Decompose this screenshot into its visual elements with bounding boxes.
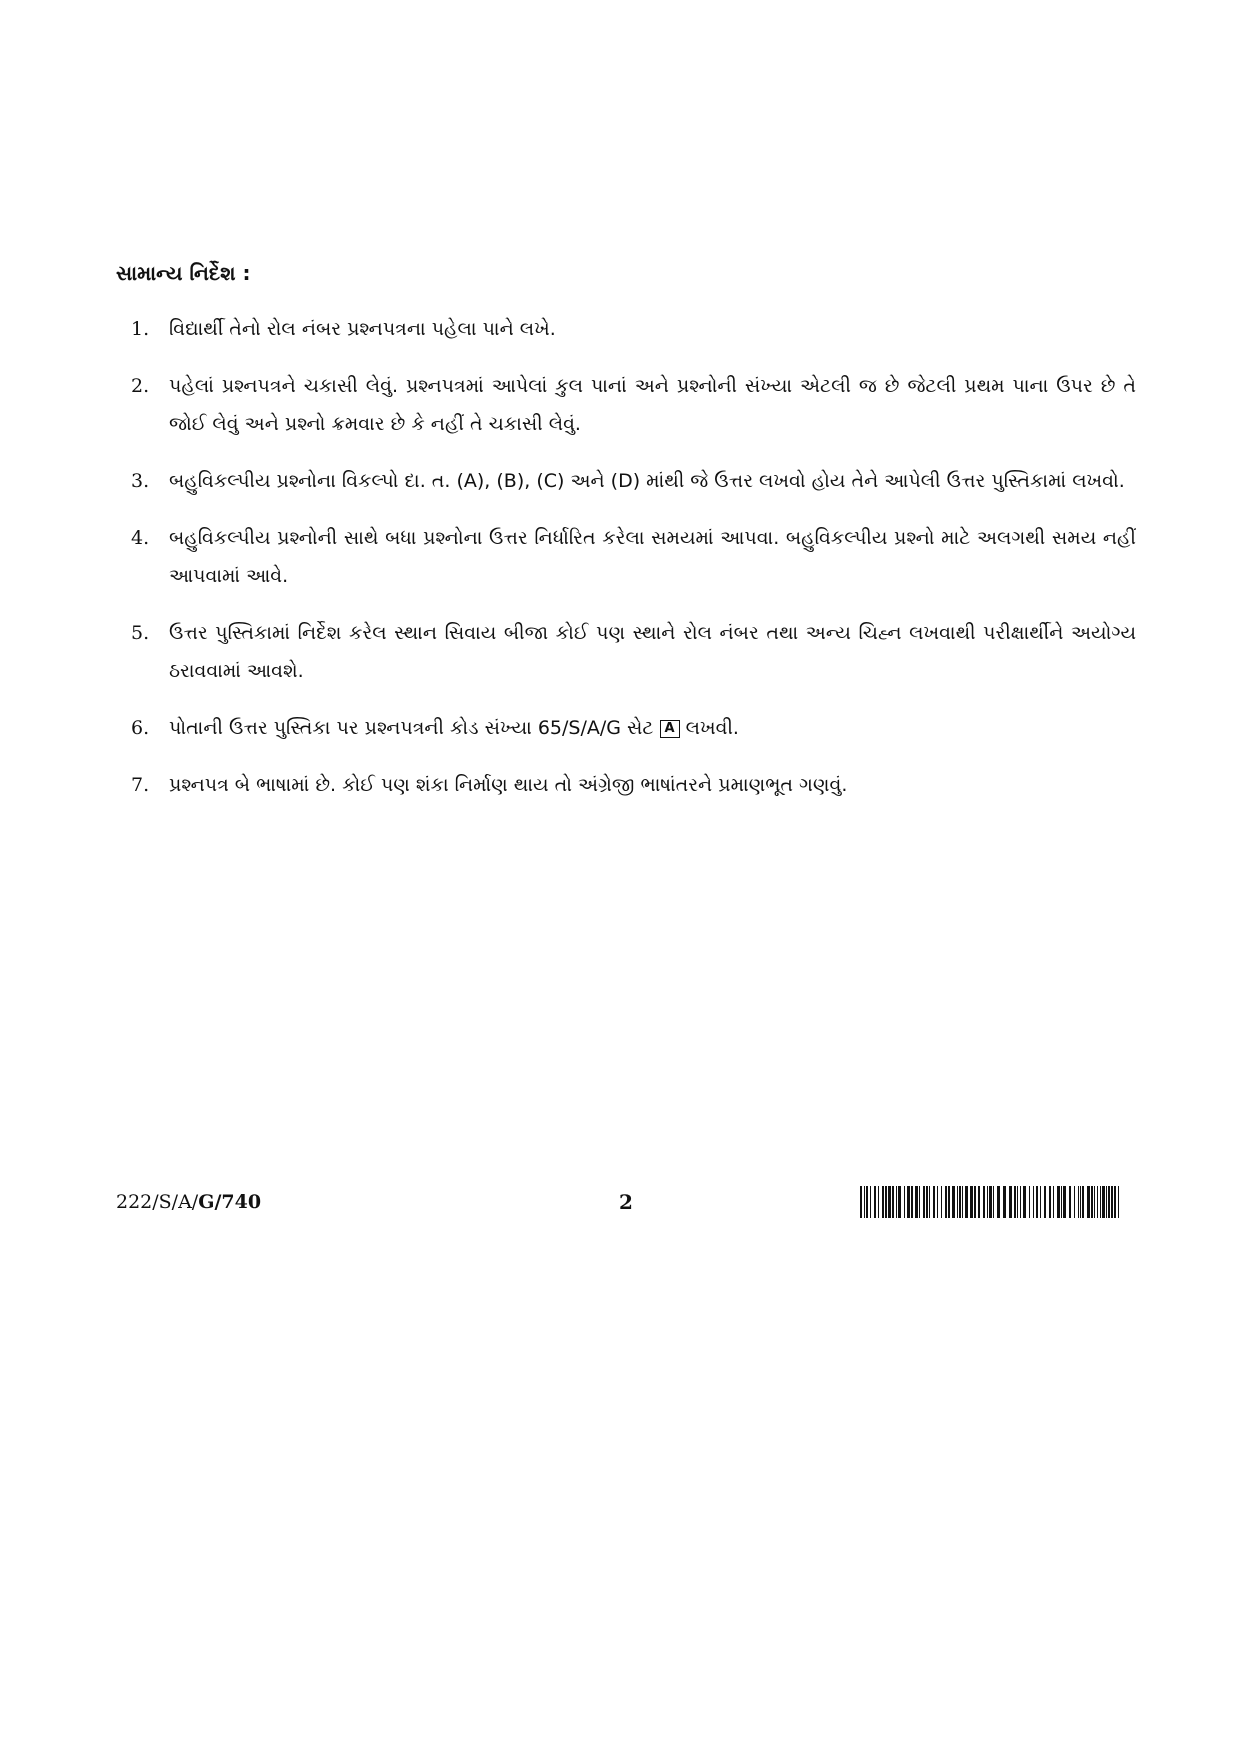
barcode-bar <box>1044 1186 1046 1218</box>
barcode-bar <box>929 1186 930 1218</box>
barcode-bar <box>974 1186 976 1218</box>
barcode-bar <box>1040 1186 1041 1218</box>
barcode-bar <box>933 1186 935 1218</box>
paper-code-prefix: 222/S/A/ <box>116 1191 199 1213</box>
barcode-bar <box>896 1186 897 1218</box>
barcode-bar <box>1063 1186 1066 1218</box>
barcode-bar <box>919 1186 920 1218</box>
barcode-bar <box>1114 1186 1116 1218</box>
paper-code-bold: G/740 <box>198 1191 262 1213</box>
instruction-text: બહુવિકલ્પીય પ્રશ્નોની સાથે બધા પ્રશ્નોના ઉત્તર નિર્ધારિત કરેલા સમયમાં આપવા. બહુવિકલ્પીય પ્રશ્નો માટે અલગથી સમય નહીં આપવામાં આવે. <box>169 527 1136 587</box>
barcode-bar <box>882 1186 884 1218</box>
barcode-bar <box>1023 1186 1026 1218</box>
barcode-bar <box>1033 1186 1034 1218</box>
barcode-bar <box>1087 1186 1090 1218</box>
barcode-bar <box>1017 1186 1018 1218</box>
barcode-bar <box>993 1186 994 1218</box>
barcode-bar <box>1029 1186 1030 1218</box>
barcode-bar <box>866 1186 868 1218</box>
barcode-bar <box>1057 1186 1060 1218</box>
barcode-bar <box>1106 1186 1107 1218</box>
barcode-bar <box>941 1186 942 1218</box>
barcode-bar <box>1078 1186 1079 1218</box>
barcode-bar <box>878 1186 879 1218</box>
instruction-number: 6. <box>131 717 150 739</box>
barcode-bar <box>997 1186 1000 1218</box>
barcode-bar <box>915 1186 918 1218</box>
instruction-item <box>116 519 1136 595</box>
instruction-text-after: લખવી. <box>685 717 739 739</box>
barcode-bar <box>1014 1186 1016 1218</box>
instruction-text: બહુવિકલ્પીય પ્રશ્નોના વિકલ્પો દા. ત. (A), (B), (C) અને (D) માંથી જે ઉત્તર લખવો હોય તેને આપેલી ઉત્તર પુસ્તિકામાં લખવો. <box>169 470 1125 492</box>
instruction-item <box>116 367 1136 443</box>
barcode-bar <box>1111 1186 1113 1218</box>
barcode-bar <box>1118 1186 1119 1218</box>
barcode-bar <box>1020 1186 1021 1218</box>
barcode-bar <box>1053 1186 1054 1218</box>
barcode-bar <box>948 1186 950 1218</box>
set-code-box: A <box>660 720 680 738</box>
barcode-bar <box>1108 1186 1110 1218</box>
instruction-text: વિદ્યાર્થી તેનો રોલ નંબર પ્રશ્નપત્રના પહેલા પાને લખે. <box>169 318 556 340</box>
barcode-bar <box>1003 1186 1006 1218</box>
barcode-bar <box>926 1186 928 1218</box>
barcode-bar <box>911 1186 913 1218</box>
barcode-bar <box>1091 1186 1093 1218</box>
instruction-text: ઉત્તર પુસ્તિકામાં નિર્દેશ કરેલ સ્થાન સિવાય બીજા કોઈ પણ સ્થાને રોલ નંબર તથા અન્ય ચિહ્ન લખવાથી પરીક્ષાર્થીને અયોગ્ય ઠરાવવામાં આવશે. <box>169 622 1136 682</box>
barcode-bar <box>888 1186 891 1218</box>
barcode-bar <box>1097 1186 1098 1218</box>
barcode-bar <box>952 1186 955 1218</box>
general-instructions-heading: સામાન્ય નિર્દેશ : <box>116 261 251 285</box>
barcode-bar <box>860 1186 862 1218</box>
page-number: 2 <box>619 1190 633 1214</box>
instruction-item <box>116 462 1136 500</box>
instruction-text-before: પોતાની ઉત્તર પુસ્તિકા પર પ્રશ્નપત્રની કોડ સંખ્યા 65/S/A/G સેટ <box>169 717 654 739</box>
instruction-item <box>116 709 1136 747</box>
barcode-bar <box>870 1186 871 1218</box>
instruction-text: પહેલાં પ્રશ્નપત્રને ચકાસી લેવું. પ્રશ્નપત્રમાં આપેલાં કુલ પાનાં અને પ્રશ્નોની સંખ્યા એટલી જ છે જેટલી પ્રથમ પાના ઉપર છે તે જોઈ લેવું અને પ્રશ્નો ક્રમવાર છે કે નહીં તે ચકાસી લેવું. <box>169 375 1136 435</box>
instruction-number: 5. <box>131 622 150 644</box>
instructions-list <box>116 310 1136 823</box>
barcode-bar <box>983 1186 985 1218</box>
instruction-text: પ્રશ્નપત્ર બે ભાષામાં છે. કોઈ પણ શંકા નિર્માણ થાય તો અંગ્રેજી ભાષાંતરને પ્રમાણભૂત ગણવું. <box>169 774 848 796</box>
barcode-bar <box>1074 1186 1075 1218</box>
barcode-bar <box>1049 1186 1051 1218</box>
barcode-bar <box>959 1186 961 1218</box>
barcode-bar <box>1082 1186 1084 1218</box>
barcode-bar <box>892 1186 894 1218</box>
barcode-bar <box>1069 1186 1071 1218</box>
barcode-bar <box>970 1186 973 1218</box>
instruction-item <box>116 310 1136 348</box>
instruction-number: 7. <box>131 774 150 796</box>
barcode-bar <box>1036 1186 1038 1218</box>
barcode-bar <box>962 1186 963 1218</box>
instruction-number: 4. <box>131 527 150 549</box>
barcode-icon <box>860 1186 1122 1218</box>
barcode-bar <box>898 1186 901 1218</box>
instruction-number: 2. <box>131 375 150 397</box>
paper-code <box>116 1182 261 1222</box>
barcode-bar <box>1061 1186 1062 1218</box>
barcode-bar <box>1100 1186 1101 1218</box>
barcode-bar <box>885 1186 887 1218</box>
barcode-bar <box>989 1186 992 1218</box>
barcode-bar <box>904 1186 905 1218</box>
barcode-bar <box>1080 1186 1081 1218</box>
instruction-item <box>116 766 1136 804</box>
barcode-bar <box>965 1186 968 1218</box>
instruction-number: 1. <box>131 318 150 340</box>
barcode-bar <box>957 1186 958 1218</box>
barcode-bar <box>864 1186 865 1218</box>
barcode-bar <box>945 1186 947 1218</box>
barcode-bar <box>1009 1186 1012 1218</box>
barcode-bar <box>874 1186 876 1218</box>
barcode-bar <box>923 1186 925 1218</box>
barcode-bar <box>987 1186 988 1218</box>
instruction-number: 3. <box>131 470 150 492</box>
page-footer <box>116 1182 1122 1222</box>
instruction-item <box>116 614 1136 690</box>
barcode-bar <box>978 1186 980 1218</box>
barcode-bar <box>907 1186 910 1218</box>
barcode-bar <box>937 1186 938 1218</box>
barcode-bar <box>1102 1186 1105 1218</box>
barcode-bar <box>1094 1186 1095 1218</box>
